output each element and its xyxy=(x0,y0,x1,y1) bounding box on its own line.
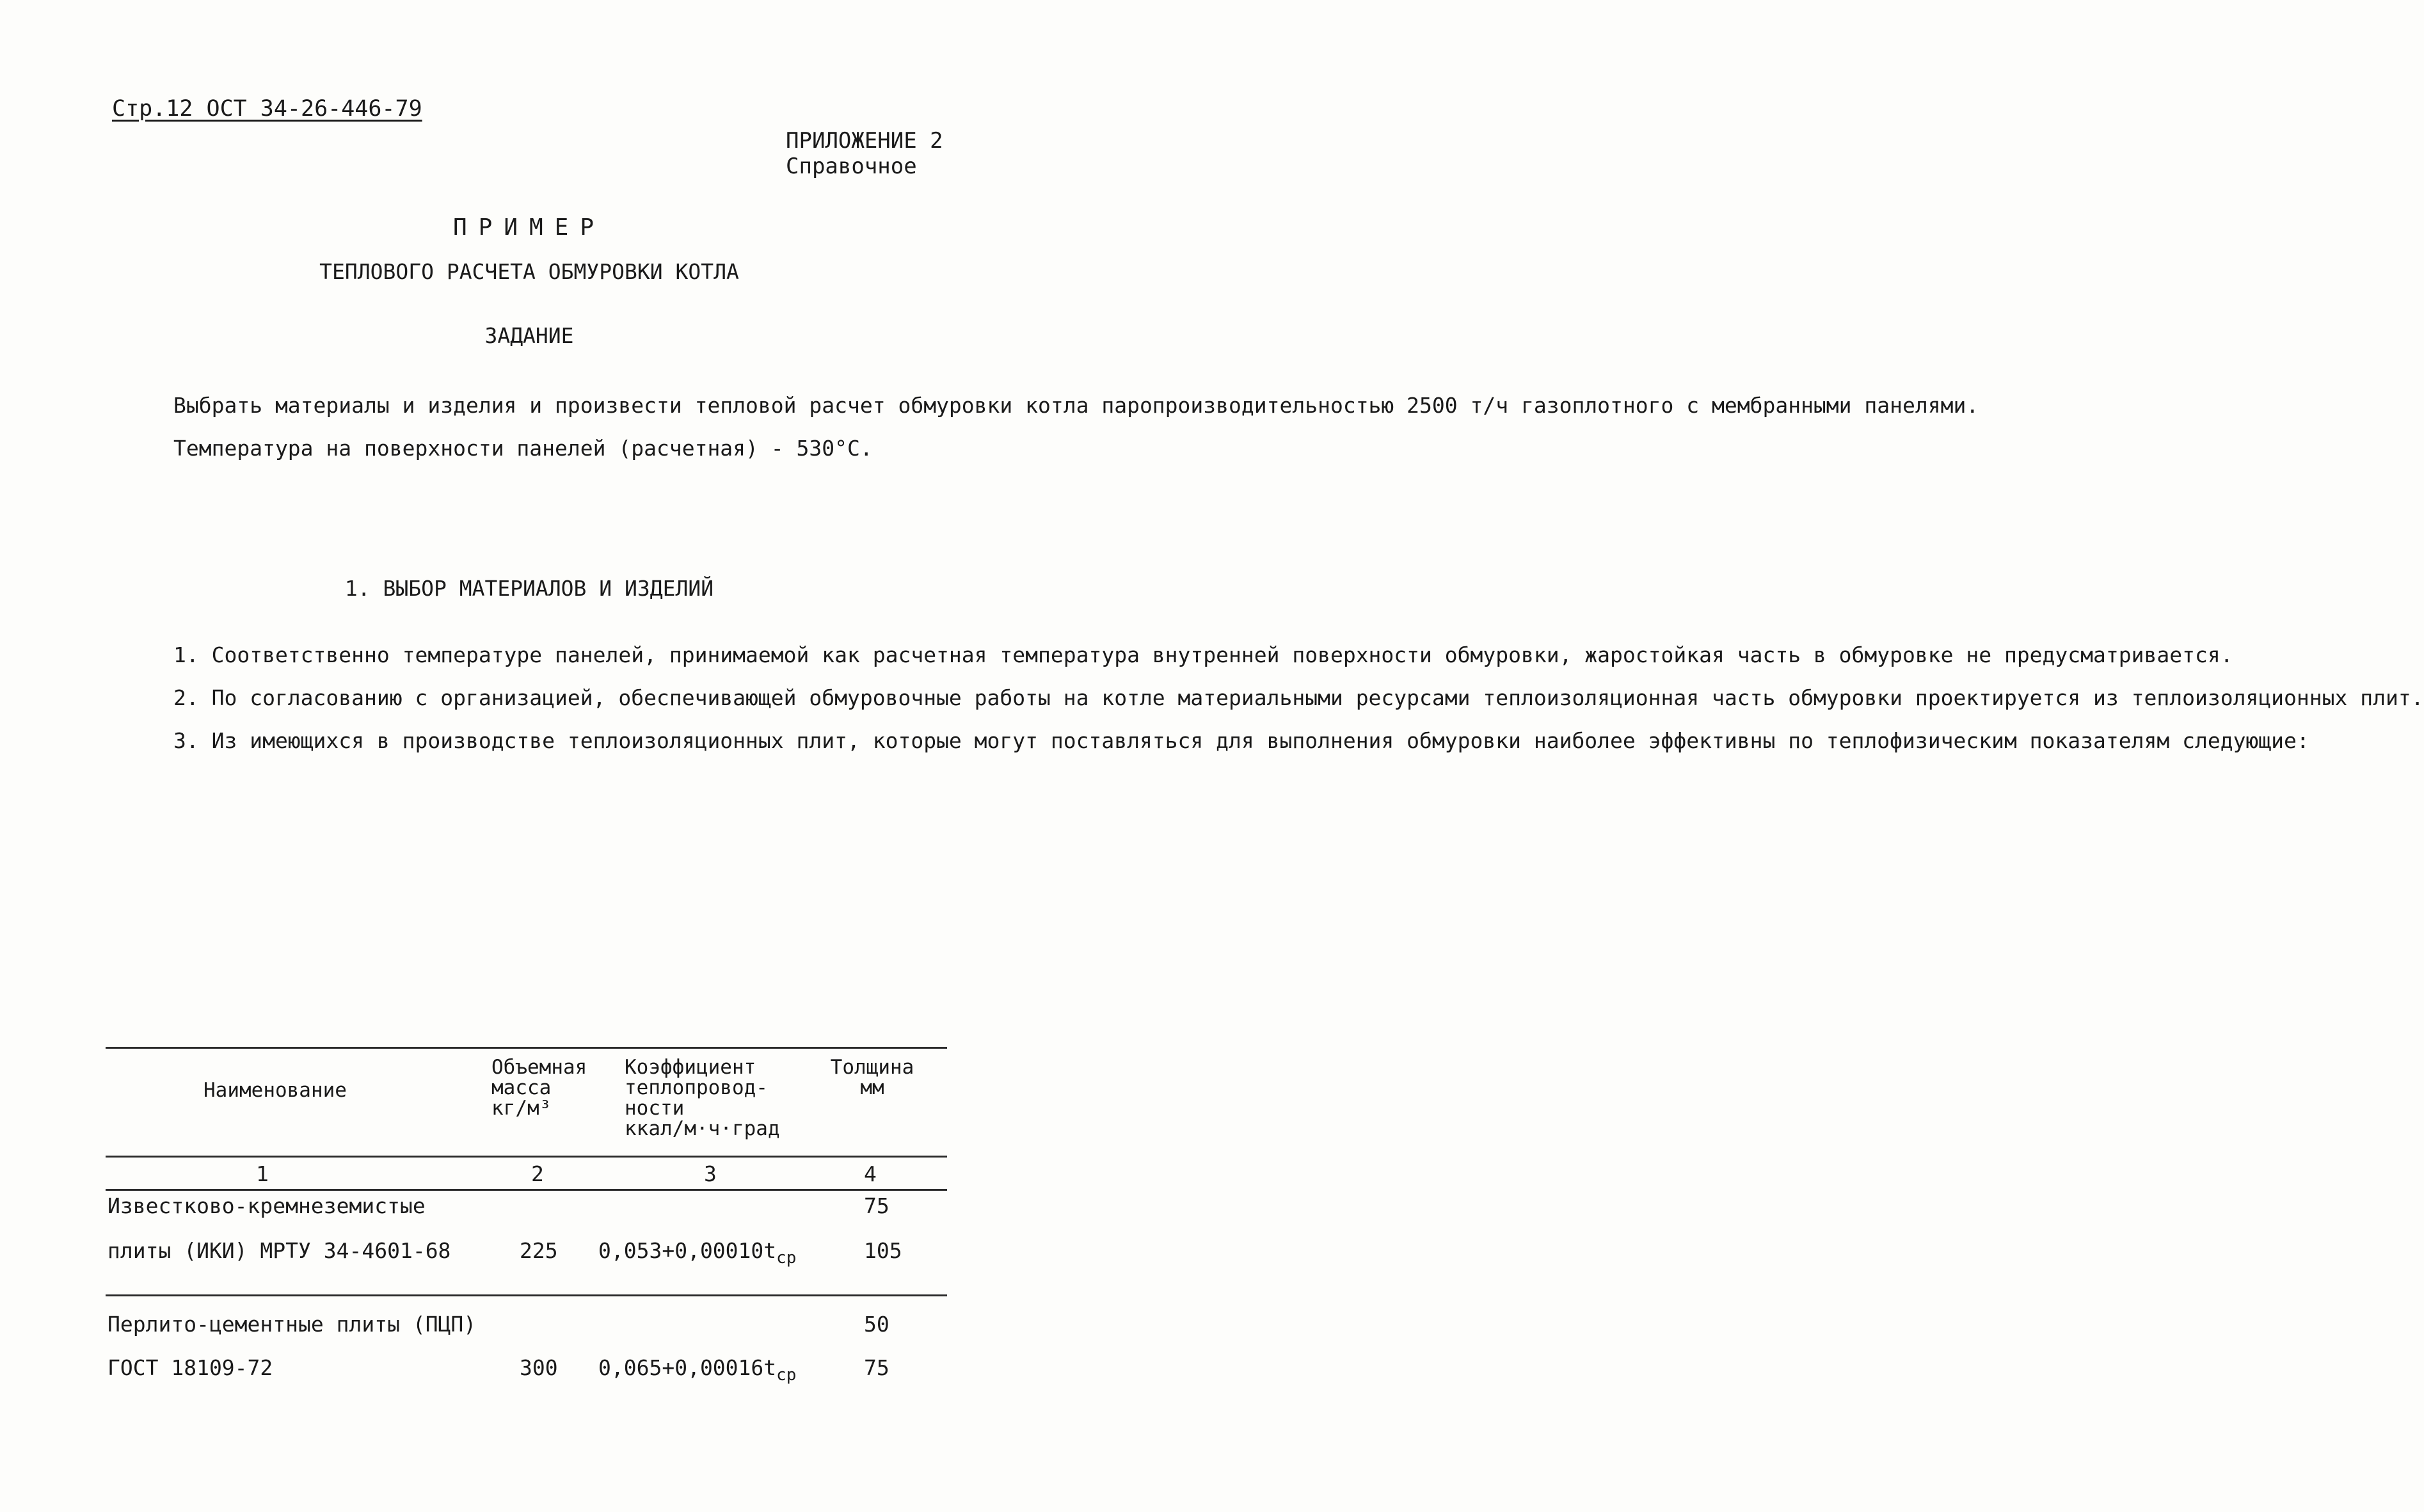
row2-density: 300 xyxy=(520,1355,558,1380)
section-item: 1. Соответственно температуре панелей, принимаемой как расчетная температура внутренней поверхности обмуровки, жаростойкая часть в обмуровке не предусматривается. xyxy=(173,642,2233,667)
col-number-1: 1 xyxy=(256,1161,269,1186)
task-paragraph: Выбрать материалы и изделия и произвести тепловой расчет обмуровки котла паропроизводительностью 2500 т/ч газоплотного с мембранными панелями. xyxy=(173,393,1979,418)
row2-thickness-2: 75 xyxy=(864,1355,889,1380)
task-text xyxy=(106,384,1979,470)
task-paragraph: Температура на поверхности панелей (расчетная) - 530°С. xyxy=(173,436,873,461)
th-thickness-line: Толщина xyxy=(830,1056,914,1079)
row1-density: 225 xyxy=(520,1238,558,1263)
task-heading: ЗАДАНИЕ xyxy=(484,323,574,348)
section-item: 2. По согласованию с организацией, обеспечивающей обмуровочные работы на котле материальными ресурсами теплоизоляционная часть обмуровки проектируется из теплоизоляционных плит. xyxy=(173,685,2424,710)
page-title: ПРИМЕР xyxy=(452,214,606,241)
table-numbers-rule xyxy=(106,1189,947,1191)
th-thickness-line: мм xyxy=(860,1076,884,1099)
th-conductivity-line: теплопровод- xyxy=(625,1076,768,1099)
col-number-2: 2 xyxy=(531,1161,544,1186)
th-density-line: кг/м³ xyxy=(491,1097,552,1120)
appendix-kind: Справочное xyxy=(786,154,917,179)
th-thickness xyxy=(824,1057,920,1098)
th-density-line: масса xyxy=(491,1076,552,1099)
row2-conductivity xyxy=(598,1355,796,1385)
col-number-3: 3 xyxy=(704,1161,717,1186)
col-number-4: 4 xyxy=(864,1161,877,1186)
th-name: Наименование xyxy=(203,1079,347,1102)
section-text xyxy=(106,633,2424,762)
row1-thickness-1: 75 xyxy=(864,1193,889,1218)
row2-conductivity-value: 0,065+0,00016t xyxy=(598,1355,777,1380)
row2-name-line1: Перлито-цементные плиты (ПЦП) xyxy=(108,1312,477,1337)
appendix-block xyxy=(786,128,943,179)
th-conductivity-line: ности xyxy=(625,1097,685,1120)
th-conductivity xyxy=(625,1057,780,1139)
row2-thickness-1: 50 xyxy=(864,1312,889,1337)
row1-thickness-2: 105 xyxy=(864,1238,902,1263)
section-item: 3. Из имеющихся в производстве теплоизоляционных плит, которые могут поставляться для выполнения обмуровки наиболее эффективны по теплофизическим показателям следующие: xyxy=(173,728,2309,753)
row1-name-line2: плиты (ИКИ) МРТУ 34-4601-68 xyxy=(108,1238,451,1263)
th-density xyxy=(491,1057,587,1118)
row1-name-line1: Известково-кремнеземистые xyxy=(108,1193,426,1218)
row1-conductivity xyxy=(598,1238,796,1268)
page-subtitle: ТЕПЛОВОГО РАСЧЕТА ОБМУРОВКИ КОТЛА xyxy=(319,259,739,284)
th-density-line: Объемная xyxy=(491,1056,587,1079)
document-reference: Стр.12 ОСТ 34-26-446-79 xyxy=(112,96,422,122)
row2-name-line2: ГОСТ 18109-72 xyxy=(108,1355,273,1380)
th-conductivity-line: Коэффициент xyxy=(625,1056,756,1079)
row1-conductivity-sub: ср xyxy=(776,1248,797,1268)
row2-conductivity-sub: ср xyxy=(776,1365,797,1385)
table-row-rule xyxy=(106,1294,947,1296)
section-heading: 1. ВЫБОР МАТЕРИАЛОВ И ИЗДЕЛИЙ xyxy=(344,576,714,601)
table-header-rule xyxy=(106,1156,947,1158)
th-conductivity-line: ккал/м·ч·град xyxy=(625,1117,780,1140)
table-top-rule xyxy=(106,1047,947,1049)
row1-conductivity-value: 0,053+0,00010t xyxy=(598,1238,777,1263)
appendix-label: ПРИЛОЖЕНИЕ 2 xyxy=(786,128,943,154)
